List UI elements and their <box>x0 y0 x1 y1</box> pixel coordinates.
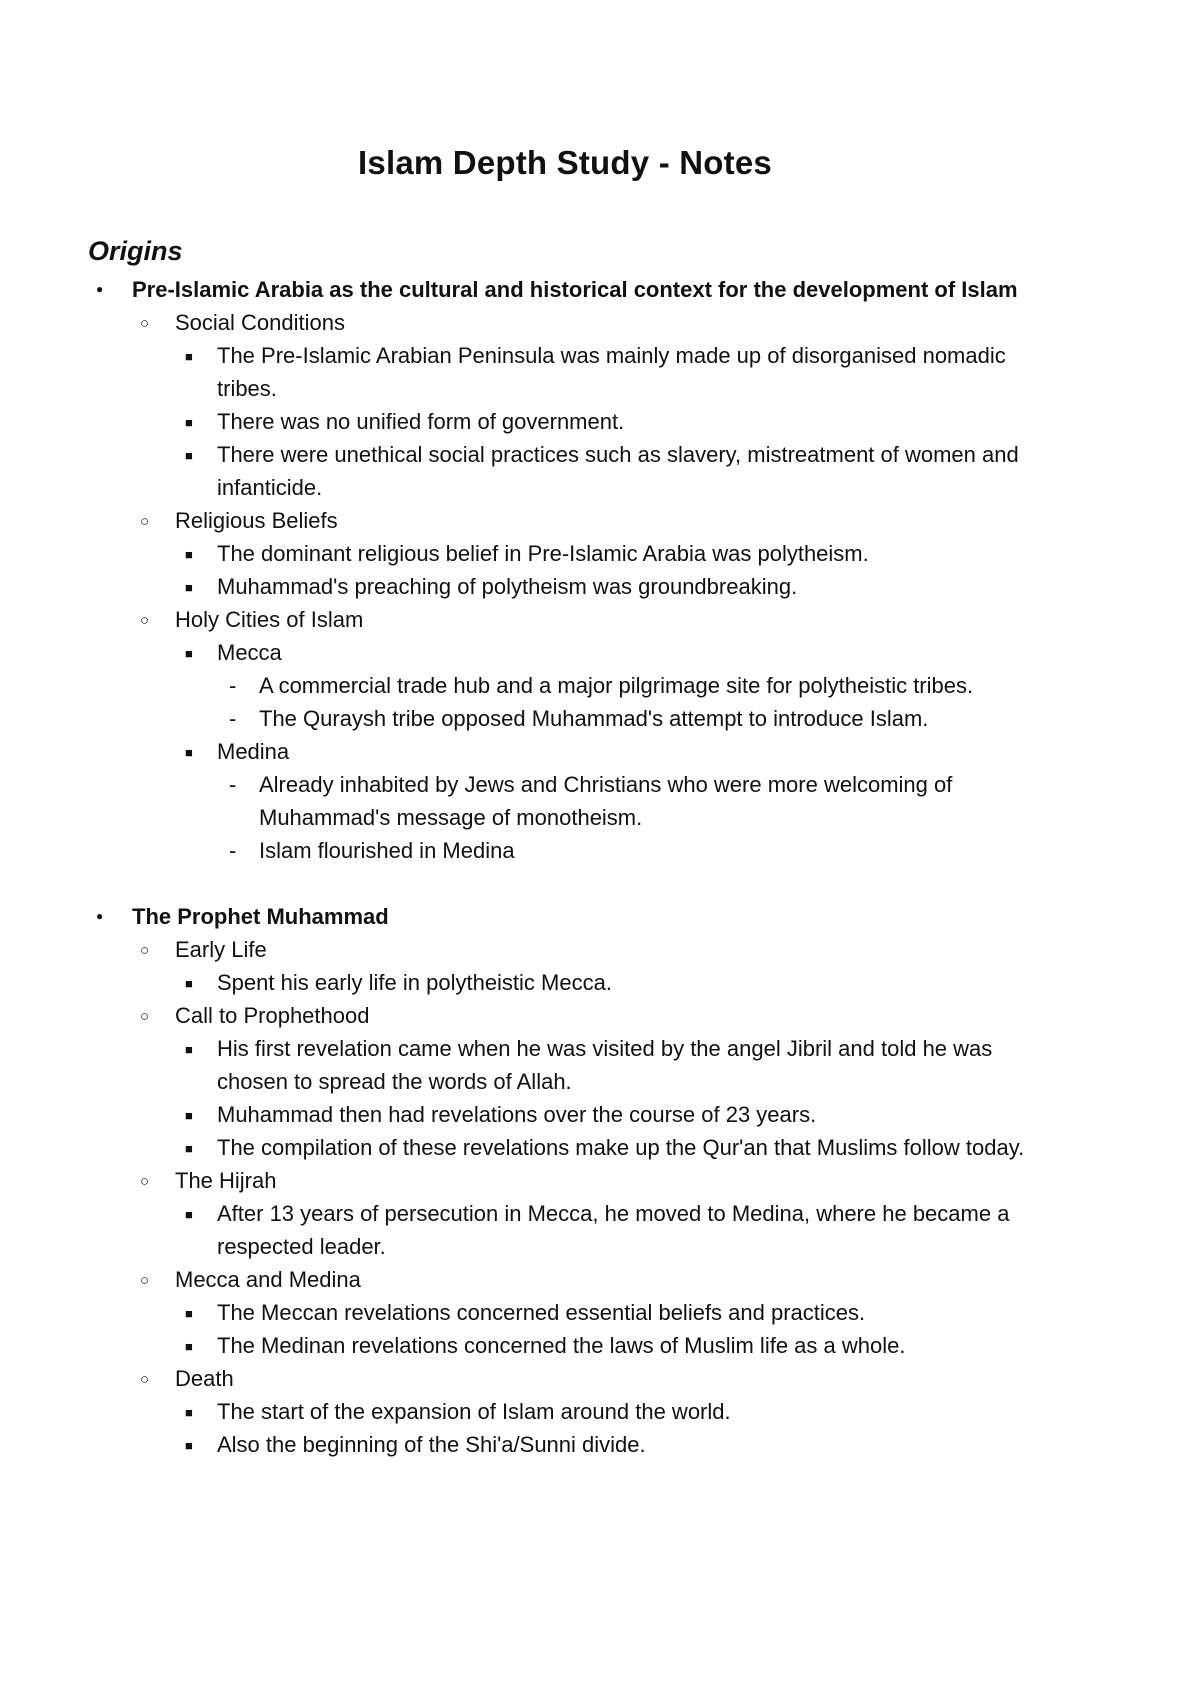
point-text: Also the beginning of the Shi'a/Sunni divide. <box>217 1432 646 1457</box>
point-text: Spent his early life in polytheistic Mecca. <box>217 970 612 995</box>
point-text: After 13 years of persecution in Mecca, he moved to Medina, where he became a respected leader. <box>217 1201 1010 1259</box>
subtopic-label: Social Conditions <box>175 310 345 335</box>
point-text: There were unethical social practices such as slavery, mistreatment of women and infanticide. <box>217 442 1019 500</box>
detail-text: A commercial trade hub and a major pilgrimage site for polytheistic tribes. <box>259 673 974 698</box>
subtopic-label: Call to Prophethood <box>175 1003 370 1028</box>
subtopic-social-conditions <box>132 306 1068 504</box>
list-item <box>175 1395 1068 1428</box>
notes-content <box>88 273 1068 1461</box>
subtopic-early-life <box>132 933 1068 999</box>
city-list <box>175 636 1068 867</box>
list-item <box>175 1131 1068 1164</box>
list-item <box>175 1032 1068 1098</box>
city-name: Medina <box>217 739 290 764</box>
point-text: Muhammad's preaching of polytheism was groundbreaking. <box>217 574 798 599</box>
city-name: Mecca <box>217 640 282 665</box>
list-item <box>175 1329 1068 1362</box>
subtopic-death <box>132 1362 1068 1461</box>
subtopic-mecca-and-medina <box>132 1263 1068 1362</box>
point-list <box>175 339 1068 504</box>
list-item <box>175 1098 1068 1131</box>
subtopic-list <box>132 306 1068 867</box>
topic-list <box>88 273 1068 1461</box>
detail-text: Already inhabited by Jews and Christians who were more welcoming of Muhammad's message of monotheism. <box>259 772 953 830</box>
point-text: The Meccan revelations concerned essential beliefs and practices. <box>217 1300 866 1325</box>
subtopic-label: The Hijrah <box>175 1168 277 1193</box>
point-text: The Pre-Islamic Arabian Peninsula was mainly made up of disorganised nomadic tribes. <box>217 343 1006 401</box>
point-list <box>175 1032 1068 1164</box>
detail-list <box>217 669 1068 735</box>
list-item <box>175 405 1068 438</box>
subtopic-label: Holy Cities of Islam <box>175 607 364 632</box>
point-text: There was no unified form of government. <box>217 409 625 434</box>
list-item <box>217 768 1068 834</box>
section-heading-origins: Origins <box>88 236 183 266</box>
subtopic-list <box>132 933 1068 1461</box>
subtopic-label: Mecca and Medina <box>175 1267 361 1292</box>
point-text: His first revelation came when he was visited by the angel Jibril and told he was chosen to spread the words of Allah. <box>217 1036 993 1094</box>
subtopic-label: Death <box>175 1366 234 1391</box>
point-text: The dominant religious belief in Pre-Islamic Arabia was polytheism. <box>217 541 869 566</box>
list-item <box>217 669 1068 702</box>
subtopic-label: Religious Beliefs <box>175 508 338 533</box>
city-medina <box>175 735 1068 867</box>
point-list <box>175 537 1068 603</box>
document-title: Islam Depth Study - Notes <box>358 144 772 181</box>
list-item <box>175 1197 1068 1263</box>
point-text: The compilation of these revelations make up the Qur'an that Muslims follow today. <box>217 1135 1025 1160</box>
list-item <box>175 339 1068 405</box>
point-text: The start of the expansion of Islam around the world. <box>217 1399 731 1424</box>
list-item <box>175 966 1068 999</box>
subtopic-call-to-prophethood <box>132 999 1068 1164</box>
topic-pre-islamic-arabia <box>88 273 1068 900</box>
topic-prophet-muhammad <box>88 900 1068 1461</box>
point-list <box>175 1395 1068 1461</box>
detail-text: Islam flourished in Medina <box>259 838 515 863</box>
city-mecca <box>175 636 1068 735</box>
list-item <box>217 834 1068 867</box>
list-item <box>175 438 1068 504</box>
list-item <box>217 702 1068 735</box>
list-item <box>175 537 1068 570</box>
point-list <box>175 1197 1068 1263</box>
subtopic-religious-beliefs <box>132 504 1068 603</box>
list-item <box>175 1428 1068 1461</box>
topic-heading: The Prophet Muhammad <box>132 904 389 929</box>
subtopic-holy-cities <box>132 603 1068 867</box>
subtopic-hijrah <box>132 1164 1068 1263</box>
topic-heading: Pre-Islamic Arabia as the cultural and historical context for the development of Islam <box>132 277 1018 302</box>
point-text: Muhammad then had revelations over the course of 23 years. <box>217 1102 817 1127</box>
point-list <box>175 1296 1068 1362</box>
detail-list <box>217 768 1068 867</box>
detail-text: The Quraysh tribe opposed Muhammad's attempt to introduce Islam. <box>259 706 929 731</box>
point-list <box>175 966 1068 999</box>
subtopic-label: Early Life <box>175 937 267 962</box>
spacer <box>132 867 1068 900</box>
point-text: The Medinan revelations concerned the laws of Muslim life as a whole. <box>217 1333 906 1358</box>
list-item <box>175 570 1068 603</box>
list-item <box>175 1296 1068 1329</box>
